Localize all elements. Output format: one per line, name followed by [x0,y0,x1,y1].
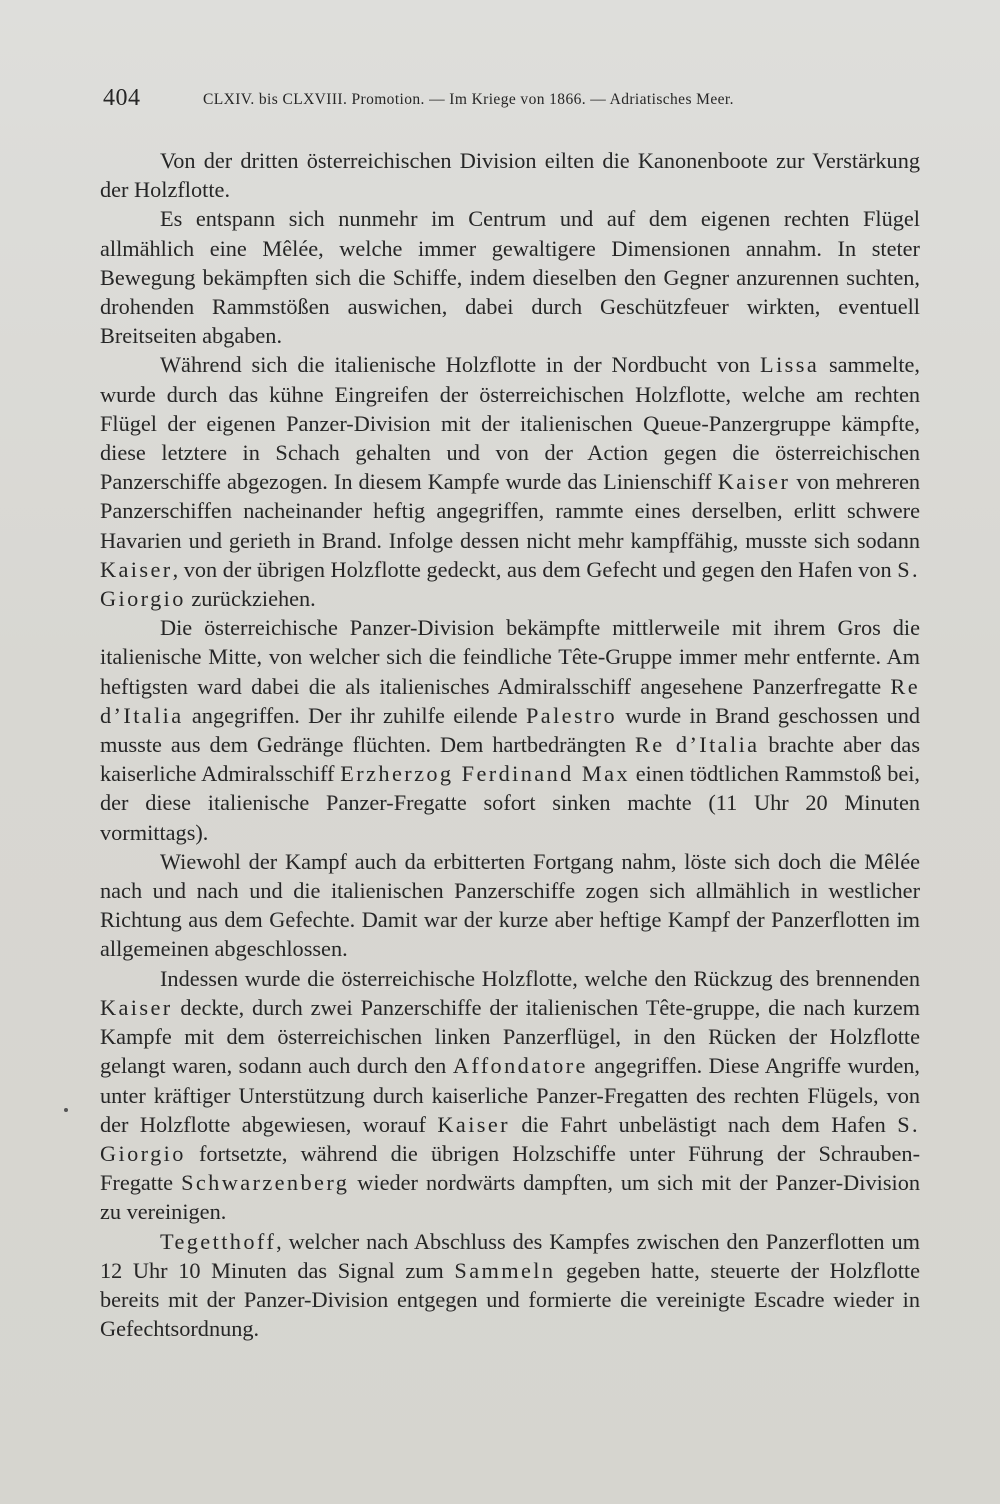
text-run: brachte aber das kaiserliche Admiralsschiff [100,732,921,787]
spaced-name: Kaiser [100,556,173,582]
text-run: , welcher nach Abschluss des Kampfes zwischen den Panzerflotten um 12 Uhr 10 Minuten das Signal zum [100,1228,920,1283]
spaced-name: Affondatore [452,1053,588,1079]
text-run: , von der übrigen Holzflotte gedeckt, aus dem Gefecht und gegen den Hafen von [172,556,898,582]
page-header [103,85,833,115]
text-run: von mehreren Panzerschiffen nacheinander heftig angegriffen, rammte eines derselben, erlitt schwere Havarien und gerieth in Brand. Infolge dessen nicht mehr kampffähig, musste sich sodann [100,469,920,553]
running-title: CLXIV. bis CLXVIII. Promotion. — Im Kriege von 1866. — Adriatisches Meer. [203,91,734,108]
spaced-name: Schwarzenberg [181,1170,350,1196]
spaced-name: Kaiser [717,469,791,495]
text-run: wieder nordwärts dampften, um sich mit der Panzer-Division zu vereinigen. [100,1170,920,1225]
text-run: Während sich die italienische Holzflotte in der Nordbucht von [160,352,761,378]
spaced-name: Erzherzog Ferdinand Max [340,761,630,787]
spaced-name: Palestro [525,702,618,728]
text-run: zurückziehen. [185,586,316,612]
text-run: Indessen wurde die österreichische Holzflotte, welche den Rückzug des brennenden [160,965,920,991]
spaced-name: S. Giorgio [100,1111,920,1166]
paragraph [100,204,920,350]
text-run: fortsetzte, während die übrigen Holzschiffe unter Führung der Schrauben-Fregatte [100,1140,920,1196]
spaced-name: Sammeln [454,1257,556,1283]
paragraph [100,613,920,847]
spaced-name: Re d’Italia [634,732,760,758]
page-number: 404 [103,85,141,111]
text-run: Wiewohl der Kampf auch da erbitterten Fortgang nahm, löste sich doch die Mêlée nach und nach und die italienischen Panzerschiffe zogen sich allmählich in westlicher Richtung aus dem Gefechte. Damit war der kurze aber heftige Kampf der Panzerflotten im allgemeinen abgeschlossen. [100,848,920,962]
paragraph [100,847,920,964]
spaced-name: Kaiser [100,994,173,1020]
paragraph [100,350,920,613]
spaced-name: Kaiser [437,1111,510,1137]
text-run: angegriffen. Diese Angriffe wurden, unter kräftiger Unterstützung durch kaiserliche Panzer-Fregatten des rechten Flügels, von der Holzflotte abgewiesen, worauf [100,1053,920,1137]
paragraph [100,146,920,204]
text-run: sammelte, wurde durch das kühne Eingreifen der österreichischen Holzflotte, welche am rechten Flügel der eigenen Panzer-Division mit der italienischen Queue-Panzergruppe kämpfte, diese letztere in Schach gehalten und von der Action gegen die österreichischen Panzerschiffe abgezogen. In diesem Kampfe wurde das Linienschiff [100,352,920,495]
text-run: angegriffen. Der ihr zuhilfe eilende [183,702,526,728]
text-run: wurde in Brand geschossen und musste aus dem Gedränge flüchten. Dem hartbedrängten [100,702,921,758]
spaced-name: Tegetthoff [160,1228,277,1254]
text-run: gegeben hatte, steuerte der Holzflotte bereits mit der Panzer-Division entgegen und formierte die vereinigte Escadre wieder in Gefechtsordnung. [100,1257,920,1342]
text-run: einen tödtlichen Rammstoß bei, der diese italienische Panzer-Fregatte sofort sinken machte (11 Uhr 20 Minuten vormittags). [100,761,921,845]
text-run: deckte, durch zwei Panzerschiffe der italienischen Tête-gruppe, die nach kurzem Kampfe mit dem österreichischen linken Panzerflügel, in den Rücken der Holzflotte gelangt waren, sodann auch durch den [100,994,920,1079]
text-run: Die österreichische Panzer-Division bekämpfte mittlerweile mit ihrem Gros die italienische Mitte, von welcher sich die feindliche Tête-Gruppe immer mehr entfernte. Am heftigsten ward dabei die als italienisches Admiralsschiff angesehene Panzerfregatte [100,615,920,699]
spaced-name: Lissa [760,352,820,378]
spaced-name: Re d’Italia [100,673,920,728]
paragraph [100,1227,920,1344]
text-run: Es entspann sich nunmehr im Centrum und auf dem eigenen rechten Flügel allmählich eine Mêlée, welche immer gewaltigere Dimensionen annahm. In steter Bewegung bekämpften sich die Schiffe, indem dieselben den Gegner anzurennen suchten, drohenden Rammstößen auswichen, dabei durch Geschützfeuer wirkten, eventuell Breitseiten abgaben. [100,206,920,349]
spaced-name: S. Giorgio [100,556,920,612]
text-run: die Fahrt unbelästigt nach dem Hafen [509,1111,898,1137]
margin-speck [64,1108,68,1112]
paragraph [100,964,920,1227]
text-run: Von der dritten österreichischen Division eilten die Kanonenboote zur Verstärkung der Holzflotte. [100,148,920,203]
body-text [100,146,920,1343]
